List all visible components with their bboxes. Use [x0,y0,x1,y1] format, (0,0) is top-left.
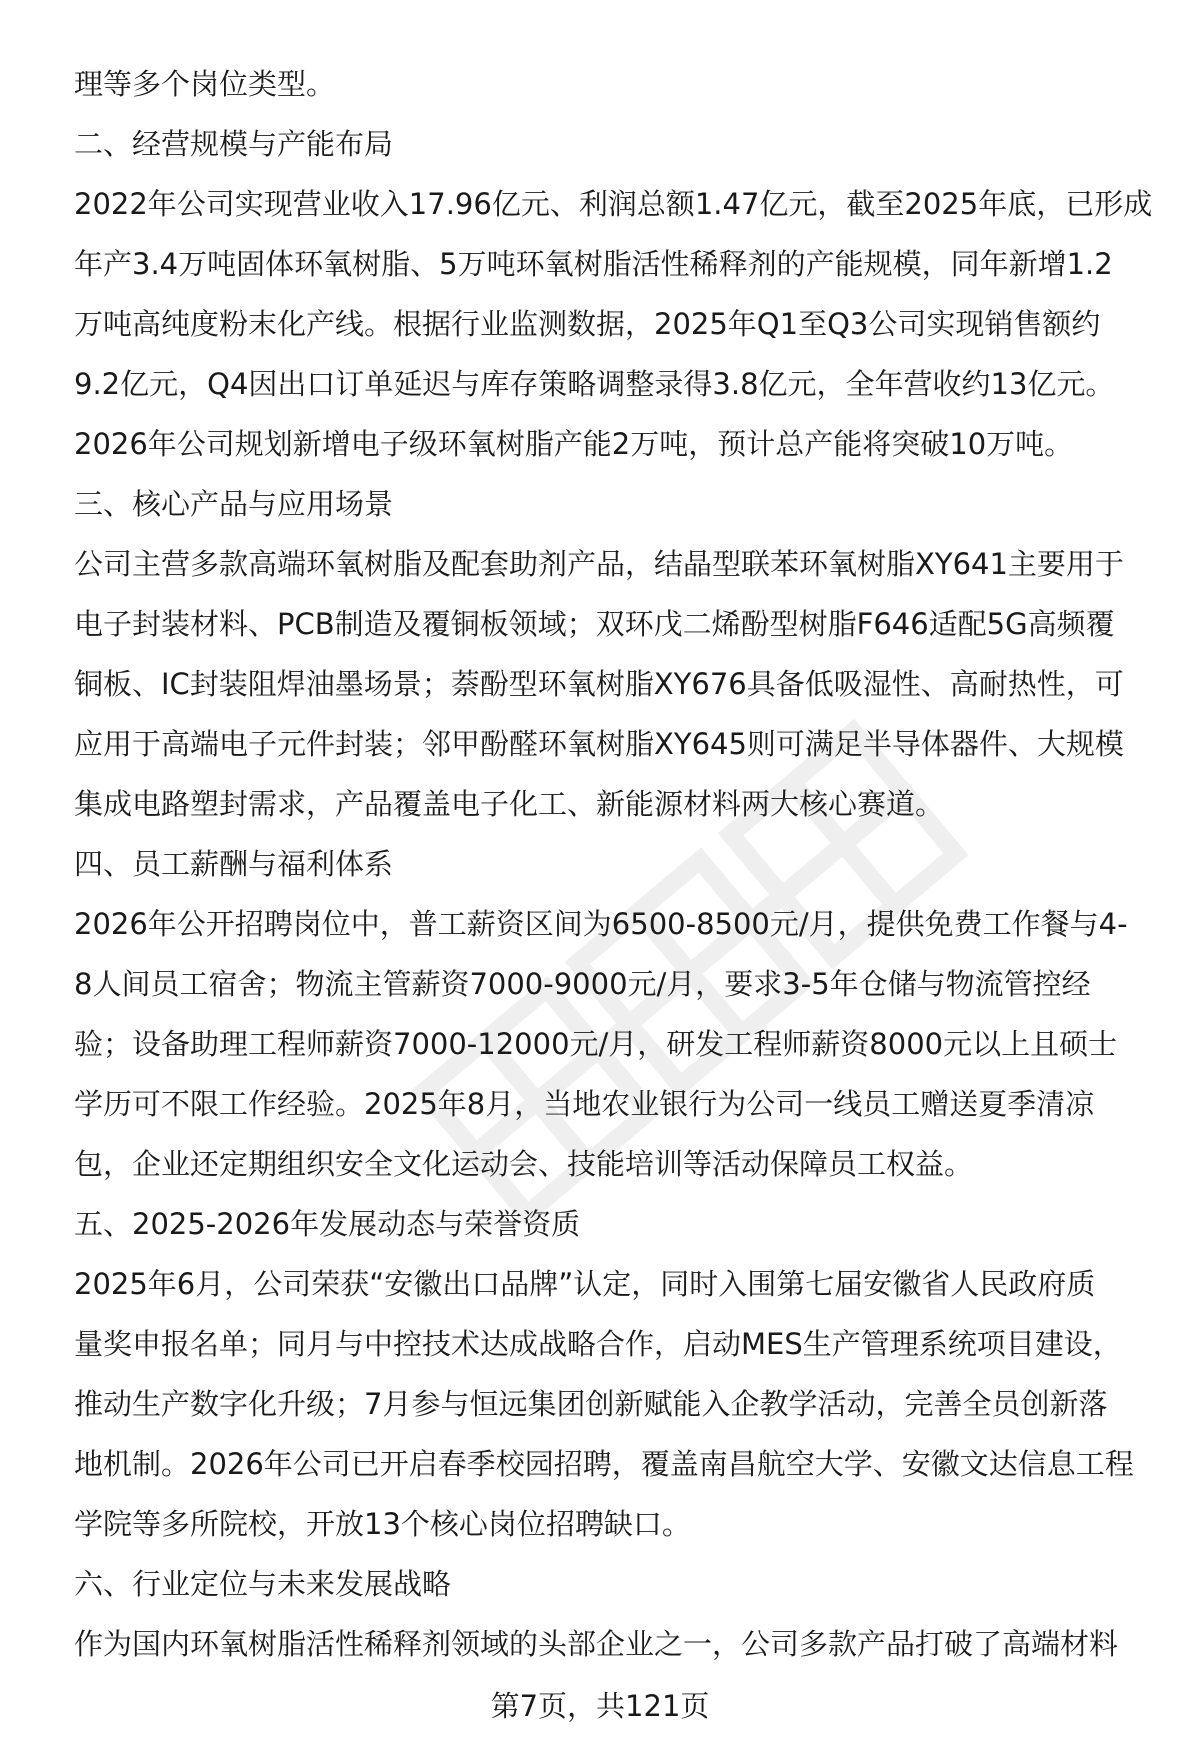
text-line: 验；设备助理工程师薪资7000-12000元/月，研发工程师薪资8000元以上且硕士 [74,1027,1118,1061]
text-line: 9.2亿元，Q4因出口订单延迟与库存策略调整录得3.8亿元，全年营收约13亿元。 [74,367,1115,401]
text-line: 包，企业还定期组织安全文化运动会、技能培训等活动保障员工权益。 [74,1147,974,1181]
text-line: 地机制。2026年公司已开启春季校园招聘，覆盖南昌航空大学、安徽文达信息工程 [74,1447,1134,1481]
text-line: 电子封装材料、PCB制造及覆铜板领域；双环戊二烯酚型树脂F646适配5G高频覆 [74,607,1115,641]
text-line: 学院等多所院校，开放13个核心岗位招聘缺口。 [74,1507,691,1541]
text-line: 年产3.4万吨固体环氧树脂、5万吨环氧树脂活性稀释剂的产能规模，同年新增1.2 [74,247,1113,281]
text-line: 2026年公司规划新增电子级环氧树脂产能2万吨，预计总产能将突破10万吨。 [74,427,1074,461]
section-heading: 三、核心产品与应用场景 [74,487,394,521]
text-line: 推动生产数字化升级；7月参与恒远集团创新赋能入企教学活动，完善全员创新落 [74,1387,1108,1421]
document-body [74,66,1164,1686]
text-line: 理等多个岗位类型。 [74,67,336,101]
text-line: 集成电路塑封需求，产品覆盖电子化工、新能源材料两大核心赛道。 [74,787,945,821]
text-line: 公司主营多款高端环氧树脂及配套助剂产品，结晶型联苯环氧树脂XY641主要用于 [74,547,1124,581]
text-line: 学历可不限工作经验。2025年8月，当地农业银行为公司一线员工赠送夏季清凉 [74,1087,1095,1121]
text-line: 2025年6月，公司荣获“安徽出口品牌”认定，同时入围第七届安徽省人民政府质 [74,1267,1096,1301]
text-line: 万吨高纯度粉末化产线。根据行业监测数据，2025年Q1至Q3公司实现销售额约 [74,307,1101,341]
page-number-footer: 第7页，共121页 [490,1689,710,1723]
text-line: 应用于高端电子元件封装；邻甲酚醛环氧树脂XY645则可满足半导体器件、大规模 [74,727,1124,761]
text-line: 2022年公司实现营业收入17.96亿元、利润总额1.47亿元，截至2025年底，已形成 [74,187,1153,221]
section-heading: 四、员工薪酬与福利体系 [74,847,394,881]
section-heading: 六、行业定位与未来发展战略 [74,1567,452,1601]
text-line: 2026年公开招聘岗位中，普工薪资区间为6500-8500元/月，提供免费工作餐与4- [74,907,1128,941]
text-line: 作为国内环氧树脂活性稀释剂领域的头部企业之一，公司多款产品打破了高端材料 [74,1627,1119,1661]
text-line: 8人间员工宿舍；物流主管薪资7000-9000元/月，要求3-5年仓储与物流管控经 [74,967,1091,1001]
text-line: 铜板、IC封装阻焊油墨场景；萘酚型环氧树脂XY676具备低吸湿性、高耐热性，可 [74,667,1124,701]
section-heading: 二、经营规模与产能布局 [74,127,394,161]
section-heading: 五、2025-2026年发展动态与荣誉资质 [74,1207,581,1241]
text-line: 量奖申报名单；同月与中控技术达成战略合作，启动MES生产管理系统项目建设， [74,1327,1122,1361]
